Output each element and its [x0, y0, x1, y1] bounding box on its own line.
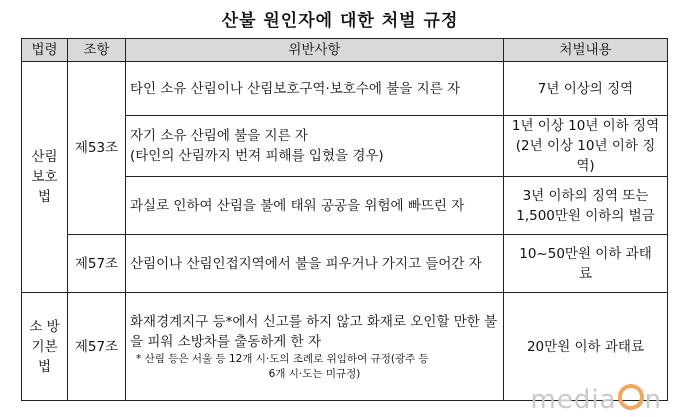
- article-cell-57: 제57조: [68, 293, 126, 401]
- violation-text: 화재경계지구 등*에서 신고를 하지 않고 화재로 오인할 만한 불을 피워 소방차를 출동하게 한 자: [130, 313, 498, 350]
- header-law: 법령: [22, 39, 68, 62]
- penalty-line: 1,500만원 이하의 벌금: [516, 207, 655, 224]
- penalty-cell: [504, 177, 668, 235]
- table-row: [22, 62, 668, 116]
- footnote-line: * 산림 등은 서울 등 12개 시·도의 조례로 위임하여 규정(광주 등: [136, 352, 429, 365]
- law-name-line: 법: [37, 358, 52, 375]
- violation-cell: 과실로 인하여 산림을 불에 태워 공공을 위험에 빠뜨린 자: [126, 177, 504, 235]
- penalty-line: 1년 이상 10년 이하 징역: [511, 118, 660, 134]
- law-name-line: 보호: [31, 169, 58, 185]
- watermark-suffix: n: [644, 385, 662, 415]
- penalty-cell: 7년 이상의 징역: [504, 62, 668, 116]
- law-cell-fire-service: [22, 293, 68, 401]
- penalty-line: (2년 이상 10년 이하 징역): [515, 138, 656, 174]
- footnote-line: 6개 시·도는 미규정): [268, 367, 361, 380]
- table-row: [22, 235, 668, 293]
- law-name-line: 산림: [31, 149, 58, 165]
- violation-cell: [126, 293, 504, 401]
- header-row: [22, 39, 668, 62]
- violation-cell: 산림이나 산림인접지역에서 불을 피우거나 가지고 들어간 자: [126, 235, 504, 293]
- penalty-cell: [504, 235, 668, 293]
- penalty-cell: 20만원 이하 과태료: [504, 293, 668, 401]
- header-violation: 위반사항: [126, 39, 504, 62]
- page-title: 산불 원인자에 대한 처벌 규정: [221, 11, 459, 31]
- law-name-line: 소 방: [29, 318, 60, 335]
- article-cell-53: 제53조: [68, 62, 126, 235]
- header-penalty: 처벌내용: [504, 39, 668, 62]
- header-article: 조항: [68, 39, 126, 62]
- violation-line: (타인의 산림까지 번져 피해를 입혔을 경우): [130, 148, 384, 164]
- penalty-line: 10~50만원 이하 과태: [519, 245, 652, 262]
- article-cell-57: 제57조: [68, 235, 126, 293]
- violation-line: 자기 소유 산림에 불을 지른 자: [130, 128, 308, 144]
- watermark-text: media: [530, 385, 617, 415]
- penalty-table: [21, 38, 668, 401]
- law-cell-forest-protection: [22, 62, 68, 293]
- penalty-line: 료: [578, 265, 593, 282]
- law-name-line: 법: [37, 189, 52, 205]
- law-name-line: 기본: [31, 338, 58, 355]
- watermark-logo: [531, 384, 662, 415]
- violation-cell: 타인 소유 산림이나 산림보호구역·보호수에 불을 지른 자: [126, 62, 504, 116]
- violation-cell: [126, 116, 504, 177]
- penalty-line: 3년 이하의 징역 또는: [522, 187, 649, 204]
- watermark-o-icon: [618, 384, 644, 410]
- penalty-cell: [504, 116, 668, 177]
